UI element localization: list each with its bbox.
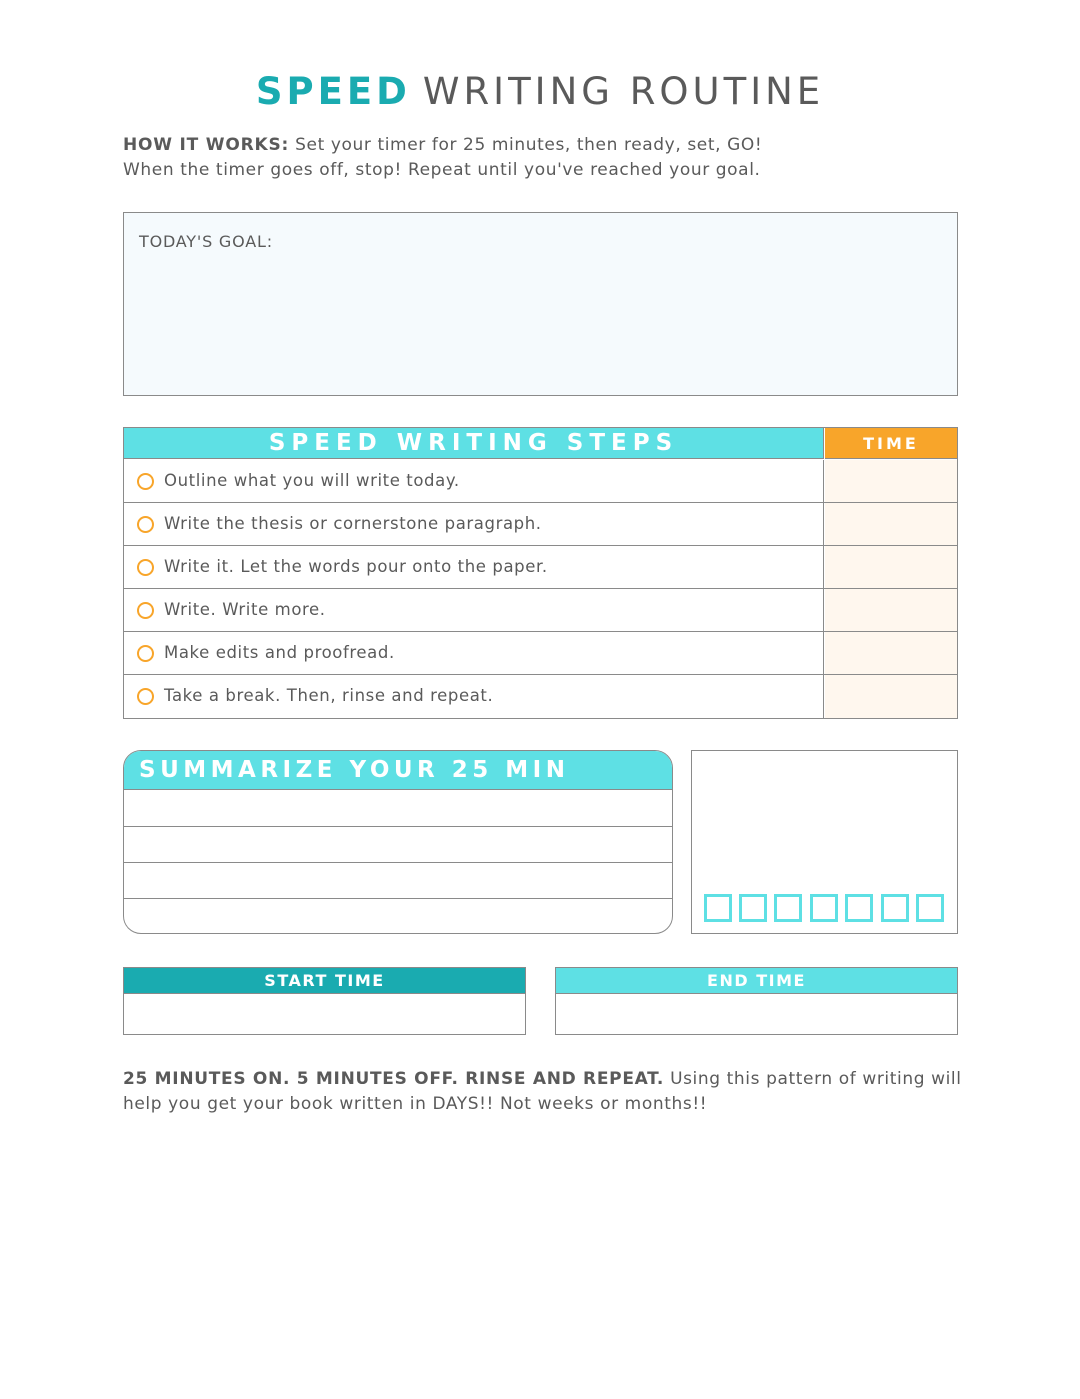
tracker-checkbox[interactable]	[845, 894, 873, 922]
tracker-checkbox[interactable]	[774, 894, 802, 922]
steps-header: SPEED WRITING STEPS	[124, 428, 824, 459]
step-row	[124, 675, 957, 718]
intro-text	[123, 133, 963, 183]
checkbox-circle-icon[interactable]	[137, 688, 154, 705]
time-header: TIME	[825, 428, 957, 459]
end-time-field[interactable]	[555, 967, 958, 1035]
step-time-cell[interactable]	[825, 546, 957, 588]
step-row	[124, 460, 957, 503]
page-title	[0, 70, 1080, 114]
checkbox-circle-icon[interactable]	[137, 516, 154, 533]
summary-line[interactable]	[124, 826, 672, 827]
intro-line1: Set your timer for 25 minutes, then ready, set, GO!	[295, 135, 763, 155]
step-text: Outline what you will write today.	[164, 471, 460, 490]
summary-line[interactable]	[124, 898, 672, 899]
step-row	[124, 546, 957, 589]
step-row	[124, 632, 957, 675]
summary-header: SUMMARIZE YOUR 25 MIN	[124, 751, 672, 790]
tracker-checkbox[interactable]	[881, 894, 909, 922]
title-accent: SPEED	[255, 70, 411, 113]
checkbox-circle-icon[interactable]	[137, 602, 154, 619]
checkbox-circle-icon[interactable]	[137, 645, 154, 662]
tracker-checkbox[interactable]	[916, 894, 944, 922]
start-time-label: START TIME	[124, 968, 525, 994]
step-text: Take a break. Then, rinse and repeat.	[164, 686, 494, 705]
step-text: Write it. Let the words pour onto the paper.	[164, 557, 548, 576]
summary-box	[123, 750, 673, 934]
speed-writing-steps-table	[123, 427, 958, 719]
footer-body: Using this pattern of writing will help you get your book written in DAYS!! Not weeks or months!!	[123, 1069, 962, 1114]
intro-lead: HOW IT WORKS:	[123, 135, 290, 155]
tracker-checkbox[interactable]	[810, 894, 838, 922]
step-row	[124, 589, 957, 632]
footer-text	[123, 1067, 963, 1117]
summary-line[interactable]	[124, 862, 672, 863]
tracker-checkbox[interactable]	[704, 894, 732, 922]
start-time-field[interactable]	[123, 967, 526, 1035]
end-time-label: END TIME	[556, 968, 957, 994]
checkbox-circle-icon[interactable]	[137, 559, 154, 576]
step-time-cell[interactable]	[825, 589, 957, 631]
step-text: Make edits and proofread.	[164, 643, 395, 662]
checkbox-circle-icon[interactable]	[137, 473, 154, 490]
todays-goal-box[interactable]	[123, 212, 958, 396]
step-time-cell[interactable]	[825, 460, 957, 502]
title-rest: WRITING ROUTINE	[422, 70, 825, 113]
footer-lead: 25 MINUTES ON. 5 MINUTES OFF. RINSE AND REPEAT.	[123, 1069, 665, 1089]
pomodoro-tracker-box	[691, 750, 958, 934]
step-time-cell[interactable]	[825, 632, 957, 674]
intro-line2: When the timer goes off, stop! Repeat until you've reached your goal.	[123, 160, 761, 180]
step-time-cell[interactable]	[825, 675, 957, 718]
todays-goal-label: TODAY'S GOAL:	[139, 232, 273, 251]
step-time-cell[interactable]	[825, 503, 957, 545]
step-text: Write. Write more.	[164, 600, 326, 619]
step-text: Write the thesis or cornerstone paragraph.	[164, 514, 542, 533]
step-row	[124, 503, 957, 546]
tracker-checkbox[interactable]	[739, 894, 767, 922]
